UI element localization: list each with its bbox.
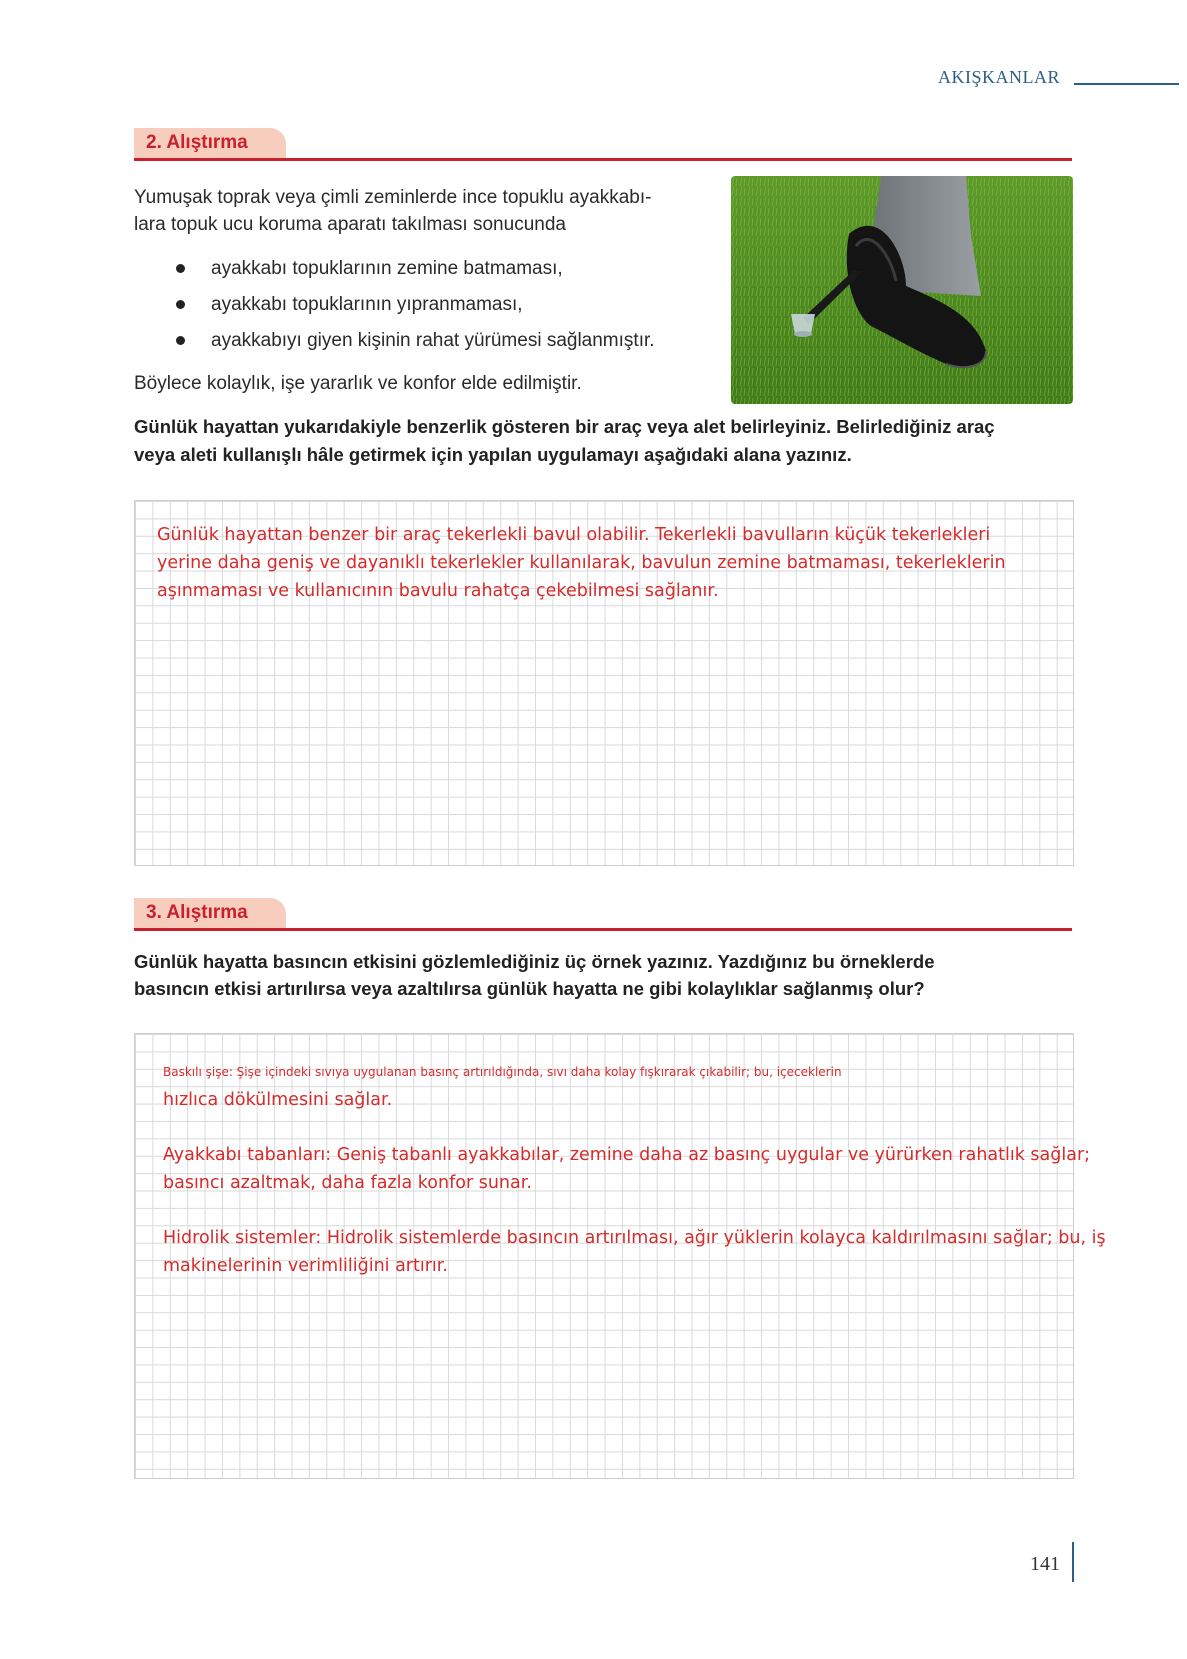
exercise-3-label: 3. Alıştırma: [146, 902, 248, 923]
exercise-3-question-line-1: Günlük hayatta basıncın etkisini gözlemlediğiniz üç örnek yazınız. Yazdığınız bu örneklerde: [134, 951, 935, 972]
exercise-2-conclusion: Böylece kolaylık, işe yararlık ve konfor elde edilmiştir.: [134, 373, 582, 394]
exercise-2-bullet-list: [176, 255, 655, 363]
bullet-item: ayakkabı topuklarının yıpranmaması,: [176, 291, 655, 327]
exercise-2-label: 2. Alıştırma: [146, 132, 248, 153]
exercise-2-rule: [134, 158, 1072, 161]
exercise-2-question-line-2: veya aleti kullanışlı hâle getirmek için yapılan uygulamayı aşağıdaki alana yazınız.: [134, 444, 852, 465]
exercise-2-tab: [134, 128, 286, 159]
bullet-item: ayakkabıyı giyen kişinin rahat yürümesi sağlanmıştır.: [176, 327, 655, 363]
answer-2-line-1: Ayakkabı tabanları: Geniş tabanlı ayakkabılar, zemine daha az basınç uygular ve yürürken rahatlık sağlar;: [163, 1145, 1091, 1165]
page-number-bar: [1072, 1542, 1074, 1582]
bullet-dot-icon: [176, 300, 185, 309]
bullet-dot-icon: [176, 336, 185, 345]
high-heel-on-grass-photo: [731, 176, 1073, 404]
exercise-2-question-line-1: Günlük hayattan yukarıdakiyle benzerlik gösteren bir araç veya alet belirleyiniz. Belirlediğiniz araç: [134, 416, 995, 437]
exercise-3-question-line-2: basıncın etkisi artırılırsa veya azaltılırsa günlük hayatta ne gibi kolaylıklar sağlanmış olur?: [134, 978, 925, 999]
exercise-2-intro-line-1: Yumuşak toprak veya çimli zeminlerde ince topuklu ayakkabı-: [134, 187, 652, 208]
exercise-3-rule: [134, 928, 1072, 931]
page-number: 141: [1030, 1553, 1060, 1575]
exercise-2-answer-line-1: Günlük hayattan benzer bir araç tekerlekli bavul olabilir. Tekerlekli bavulların küçük tekerlekleri: [157, 525, 991, 545]
exercise-2-answer-line-2: yerine daha geniş ve dayanıklı tekerlekler kullanılarak, bavulun zemine batmaması, tekerleklerin: [157, 553, 1006, 573]
chapter-title: AKIŞKANLAR: [938, 67, 1060, 87]
answer-1-line-2: hızlıca dökülmesini sağlar.: [163, 1090, 393, 1110]
answer-3-line-1: Hidrolik sistemler: Hidrolik sistemlerde basıncın artırılması, ağır yüklerin kolayca kaldırılmasını sağlar; bu, iş: [163, 1228, 1106, 1248]
answer-2-line-2: basıncı azaltmak, daha fazla konfor sunar.: [163, 1173, 532, 1193]
answer-3-line-2: makinelerinin verimliliğini artırır.: [163, 1256, 448, 1276]
bullet-dot-icon: [176, 264, 185, 273]
header-rule: [1074, 83, 1179, 85]
exercise-2-intro-line-2: lara topuk ucu koruma aparatı takılması sonucunda: [134, 214, 566, 235]
answer-1-line-1: Baskılı şişe: Şişe içindeki sıvıya uygulanan basınç artırıldığında, sıvı daha kolay fışkırarak çıkabilir; bu, içeceklerin: [163, 1065, 842, 1079]
bullet-item: ayakkabı topuklarının zemine batmaması,: [176, 255, 655, 291]
exercise-3-tab: [134, 898, 286, 929]
exercise-2-answer-line-3: aşınmaması ve kullanıcının bavulu rahatça çekebilmesi sağlanır.: [157, 581, 719, 601]
